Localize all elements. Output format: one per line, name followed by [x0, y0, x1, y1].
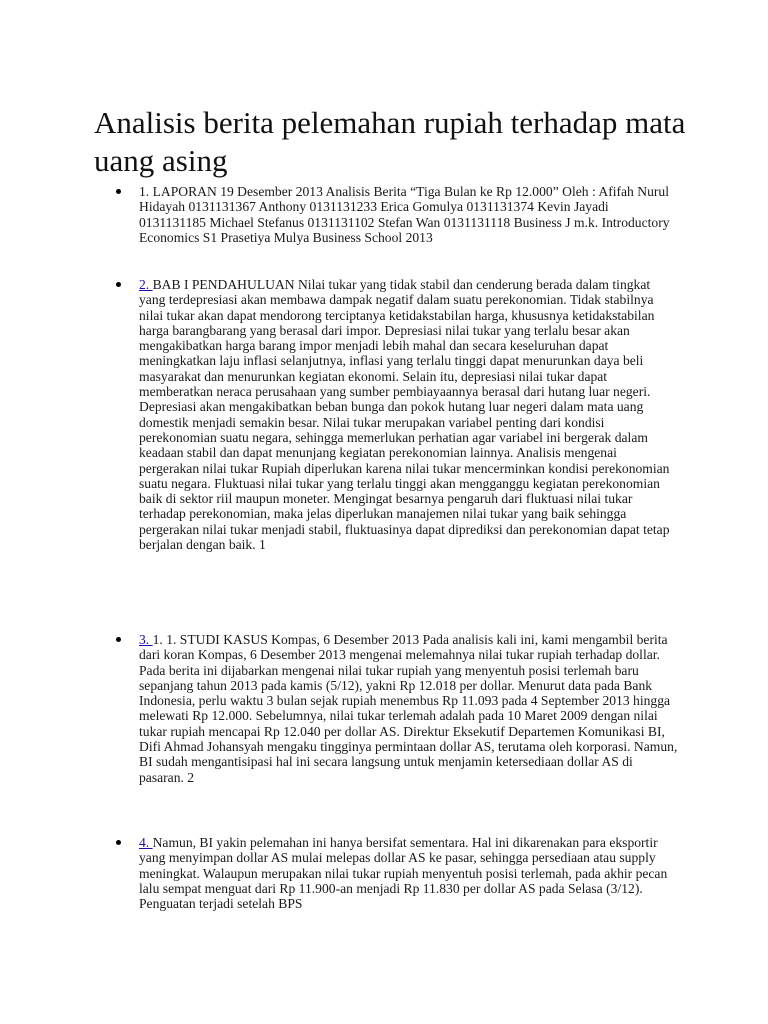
bullet-icon: [116, 637, 121, 642]
item-text: Namun, BI yakin pelemahan ini hanya bersifat sementara. Hal ini dikarenakan para eksportir yang menyimpan dollar AS mulai melepas dollar AS ke pasar, sehingga persediaan atau supply meningkat. Walaupun merupakan nilai tukar rupiah menyentuh posisi terlemah, pada akhir pecan lalu sempat menguat dari Rp 11.900-an menjadi Rp 11.830 per dollar AS pada Selasa (3/12). Penguatan terjadi setelah BPS: [139, 835, 668, 912]
item-text: BAB I PENDAHULUAN Nilai tukar yang tidak stabil dan cenderung berada dalam tingkat yang terdepresiasi akan membawa dampak negatif dalam suatu perekonomian. Tidak stabilnya nilai tukar akan dapat mendorong terciptanya ketidakstabilan harga, khususnya ketidakstabilan harga barangbarang yang berasal dari impor. Depresiasi nilai tukar yang terlalu besar akan mengakibatkan harga barang impor menjadi lebih mahal dan secara keseluruhan dapat meningkatkan laju inflasi selanjutnya, inflasi yang terlalu tinggi dapat menurunkan daya beli masyarakat dan menurunkan kegiatan ekonomi. Selain itu, depresiasi nilai tukar dapat memberatkan neraca perusahaan yang sumber pembiayaannya berasal dari hutang luar negeri. Depresiasi akan mengakibatkan beban bunga dan pokok hutang luar negeri dalam mata uang domestik menjadi semakin besar. Nilai tukar merupakan variabel penting dari kondisi perekonomian suatu negara, sehingga memerlukan perhatian agar variabel ini bergerak dalam keadaan stabil dan dapat menunjang kegiatan perekonomian lainnya. Analisis mengenai pergerakan nilai tukar Rupiah diperlukan karena nilai tukar mencerminkan kondisi perekonomian suatu negara. Fluktuasi nilai tukar yang terlalu tinggi akan mengganggu kegiatan perekonomian baik di sektor riil maupun moneter. Mengingat besarnya pengaruh dari fluktuasi nilai tukar terhadap perekonomian, maka jelas diperlukan manajemen nilai tukar yang baik sehingga pergerakan nilai tukar menjadi stabil, fluktuasinya dapat diprediksi dan perekonomian dapat tetap berjalan dengan baik. 1: [139, 277, 670, 553]
list-item: [139, 184, 679, 245]
bullet-icon: [116, 282, 121, 287]
item-number-link[interactable]: 3.: [139, 632, 153, 647]
item-number-link[interactable]: 2.: [139, 277, 153, 292]
list-item: [139, 277, 679, 552]
item-number-link[interactable]: 4.: [139, 835, 153, 850]
bullet-icon: [116, 840, 121, 845]
list-item: [139, 835, 679, 911]
list-item: [139, 632, 679, 785]
item-text: 1. LAPORAN 19 Desember 2013 Analisis Berita “Tiga Bulan ke Rp 12.000” Oleh : Afifah Nurul Hidayah 0131131367 Anthony 0131131233 Erica Gomulya 0131131374 Kevin Jayadi 0131131185 Michael Stefanus 0131131102 Stefan Wan 0131131118 Business J m.k. Introductory Economics S1 Prasetiya Mulya Business School 2013: [139, 184, 670, 245]
item-text: 1. 1. STUDI KASUS Kompas, 6 Desember 2013 Pada analisis kali ini, kami mengambil berita dari koran Kompas, 6 Desember 2013 mengenai melemahnya nilai tukar rupiah terhadap dollar. Pada berita ini dijabarkan mengenai nilai tukar rupiah yang menyentuh posisi terlemah baru sepanjang tahun 2013 pada kamis (5/12), yakni Rp 12.018 per dollar. Menurut data pada Bank Indonesia, perlu waktu 3 bulan sejak rupiah menembus Rp 11.093 pada 4 September 2013 hingga melewati Rp 12.000. Sebelumnya, nilai tukar terlemah adalah pada 10 Maret 2009 dengan nilai tukar rupiah mencapai Rp 12.040 per dollar AS. Direktur Eksekutif Departemen Komunikasi BI, Difi Ahmad Johansyah mengaku tingginya permintaan dollar AS, terutama oleh korporasi. Namun, BI sudah mengantisipasi hal ini secara langsung untuk menjamin ketersediaan dollar AS di pasaran. 2: [139, 632, 678, 785]
bullet-icon: [116, 189, 121, 194]
document-title: Analisis berita pelemahan rupiah terhadap mata uang asing: [94, 105, 686, 178]
